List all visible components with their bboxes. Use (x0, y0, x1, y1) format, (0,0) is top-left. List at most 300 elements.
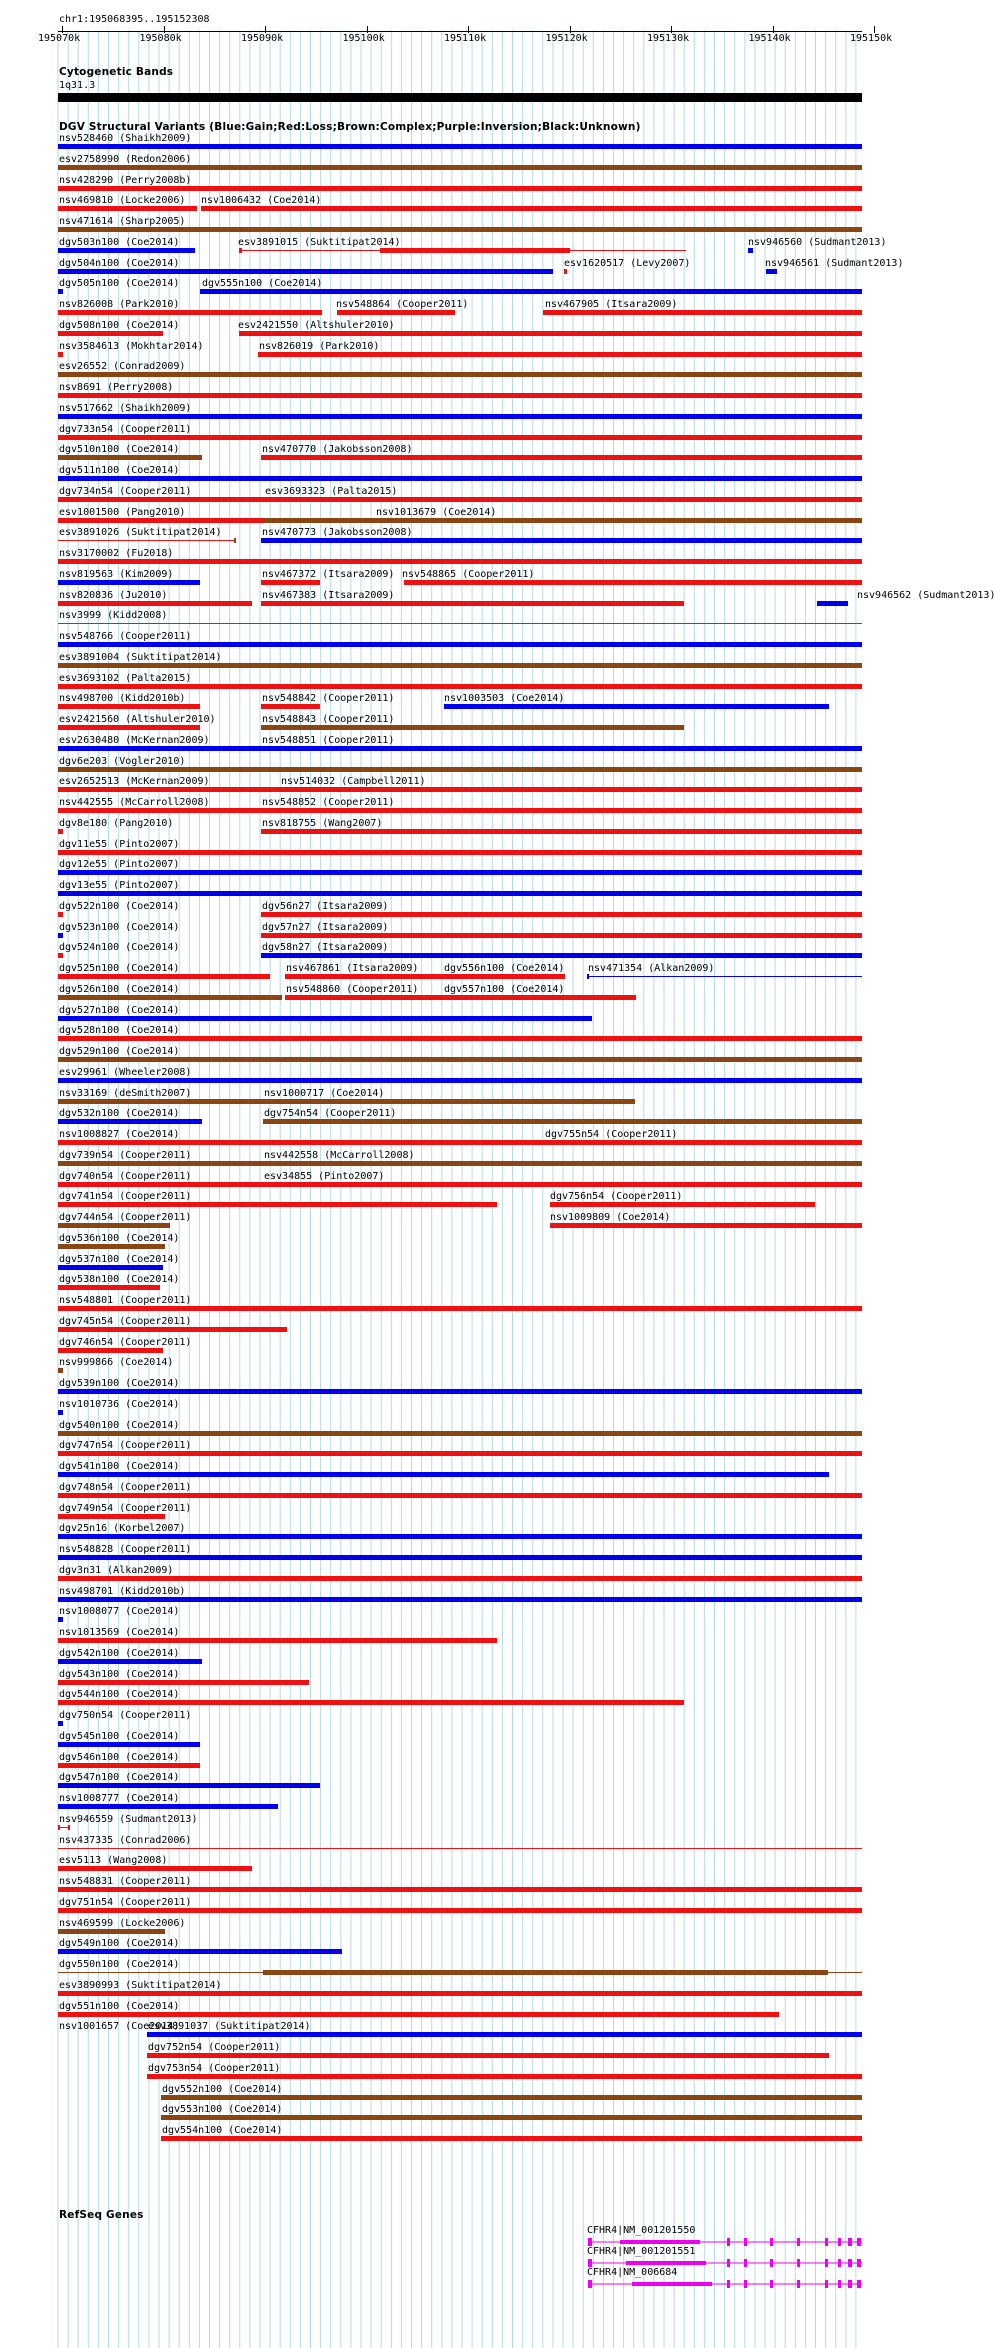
variant-label[interactable]: nsv471614 (Sharp2005) (59, 216, 186, 227)
variant-label[interactable]: nsv442555 (McCarroll2008) (59, 797, 210, 808)
variant-label[interactable]: nsv498700 (Kidd2010b) (59, 693, 186, 705)
variant-bar-complex[interactable] (58, 1929, 165, 1934)
variant-label[interactable]: dgv57n27 (Itsara2009) (262, 921, 389, 933)
variant-label[interactable]: dgv748n54 (Cooper2011) (59, 1481, 192, 1493)
variant-bar-loss[interactable] (58, 1576, 862, 1581)
variant-label[interactable]: dgv56n27 (Itsara2009) (262, 900, 389, 912)
variant-label[interactable]: dgv552n100 (Coe2014) (162, 2083, 283, 2095)
variant-label[interactable]: nsv548828 (Cooper2011) (59, 1544, 192, 1555)
variant-bar-loss[interactable] (58, 1036, 862, 1041)
gene-model[interactable] (0, 2237, 890, 2249)
variant-label[interactable]: nsv548860 (Cooper2011) (286, 983, 419, 995)
ruler-tick (874, 26, 875, 33)
variant-bar-loss[interactable] (261, 912, 862, 917)
variant-label[interactable]: nsv999866 (Coe2014) (59, 1357, 174, 1369)
variant-label[interactable]: dgv58n27 (Itsara2009) (262, 942, 389, 954)
variant-bar-complex[interactable] (58, 455, 202, 460)
variant-label[interactable]: nsv470770 (Jakobsson2008) (262, 444, 413, 456)
variant-bar-loss[interactable] (58, 601, 252, 606)
variant-bar-loss[interactable] (58, 725, 200, 730)
variant-label[interactable]: nsv548851 (Cooper2011) (262, 734, 395, 746)
variant-bar-complex[interactable] (58, 372, 862, 377)
variant-bar-loss[interactable] (58, 435, 862, 440)
variant-label[interactable]: dgv13e55 (Pinto2007) (59, 880, 180, 891)
variant-bar-loss[interactable] (58, 704, 200, 709)
variant-label[interactable]: dgv510n100 (Coe2014) (59, 444, 180, 456)
variant-label[interactable]: esv34855 (Pinto2007) (264, 1170, 385, 1182)
variant-bar-complex[interactable] (263, 1970, 828, 1975)
variant-label[interactable]: nsv946560 (Sudmant2013) (748, 236, 887, 248)
variant-bar-loss[interactable] (58, 850, 862, 855)
variant-bar-gain[interactable] (58, 933, 63, 938)
variant-label[interactable]: dgv508n100 (Coe2014) (59, 319, 180, 331)
gene-model[interactable] (0, 2279, 890, 2291)
variant-bar-loss[interactable] (550, 1223, 862, 1228)
variant-label[interactable]: nsv470773 (Jakobsson2008) (262, 527, 413, 539)
ruler-tick-label: 195110k (444, 33, 487, 44)
variant-bar-loss[interactable] (58, 2012, 779, 2017)
variant-label[interactable]: dgv734n54 (Cooper2011) (59, 485, 192, 497)
variant-bar-loss[interactable] (58, 974, 270, 979)
variant-bar-gain[interactable] (587, 974, 589, 979)
variant-label[interactable]: dgv25n16 (Korbel2007) (59, 1523, 186, 1535)
variant-label[interactable]: nsv820836 (Ju2010) (59, 589, 168, 601)
variant-bar-complex[interactable] (263, 1119, 862, 1124)
gene-exon (857, 2280, 861, 2288)
variant-bar-loss[interactable] (147, 2074, 862, 2079)
variant-bar-complex[interactable] (161, 2115, 862, 2120)
variant-bar-loss[interactable] (58, 1306, 862, 1311)
variant-bar-gain[interactable] (58, 1389, 862, 1394)
variant-bar-gain[interactable] (147, 2032, 862, 2037)
variant-label[interactable]: nsv517662 (Shaikh2009) (59, 402, 192, 414)
variant-bar-loss[interactable] (58, 206, 197, 211)
variant-bar-complex[interactable] (58, 1099, 635, 1104)
gene-exon (838, 2280, 841, 2288)
variant-bar-loss[interactable] (380, 248, 570, 253)
variant-bar-loss[interactable] (444, 974, 565, 979)
variant-label[interactable]: dgv6e203 (Vogler2010) (59, 755, 186, 767)
variant-bar-loss[interactable] (58, 352, 63, 357)
variant-label[interactable]: dgv752n54 (Cooper2011) (148, 2042, 281, 2053)
variant-label[interactable]: dgv555n100 (Coe2014) (202, 278, 323, 290)
variant-bar-loss[interactable] (58, 1182, 862, 1187)
variant-label[interactable]: nsv826019 (Park2010) (259, 340, 380, 352)
variant-bar-complex[interactable] (58, 165, 862, 170)
variant-label[interactable]: esv2758990 (Redon2006) (59, 153, 192, 165)
variant-bar-gain[interactable] (58, 414, 862, 419)
variant-bar-gain[interactable] (58, 1783, 320, 1788)
variant-bar-loss[interactable] (58, 497, 862, 502)
variant-bar-loss[interactable] (285, 995, 452, 1000)
variant-label[interactable]: nsv471354 (Alkan2009) (588, 963, 715, 974)
variant-bar-complex[interactable] (261, 725, 684, 730)
variant-bar-loss[interactable] (58, 1887, 862, 1892)
variant-bar-complex[interactable] (58, 1161, 862, 1166)
variant-label[interactable]: nsv1013569 (Coe2014) (59, 1627, 180, 1638)
variant-bar-complex[interactable] (161, 2095, 862, 2100)
variant-bar-gain[interactable] (748, 248, 753, 253)
variant-bar-complex[interactable] (58, 227, 862, 232)
variant-label[interactable]: dgv744n54 (Cooper2011) (59, 1212, 192, 1223)
variant-bar-loss[interactable] (261, 601, 684, 606)
variant-bar-loss[interactable] (58, 1140, 862, 1145)
variant-label[interactable]: dgv529n100 (Coe2014) (59, 1046, 180, 1057)
variant-label[interactable]: dgv511n100 (Coe2014) (59, 465, 180, 476)
variant-label[interactable]: esv26552 (Conrad2009) (59, 361, 186, 373)
variant-label[interactable]: dgv554n100 (Coe2014) (162, 2125, 283, 2136)
gene-exon (588, 2259, 592, 2267)
variant-bar-complex[interactable] (234, 538, 236, 543)
variant-label[interactable]: nsv3584613 (Mokhtar2014) (59, 340, 204, 352)
gene-label[interactable]: CFHR4|NM_006684 (587, 2267, 678, 2278)
variant-bar-loss[interactable] (58, 912, 63, 917)
variant-bar-complex[interactable] (263, 518, 862, 523)
variant-bar-gain[interactable] (58, 891, 862, 896)
variant-label[interactable]: esv3891037 (Suktitipat2014) (148, 2021, 311, 2033)
variant-bar-loss[interactable] (58, 808, 862, 813)
variant-bar-gain[interactable] (444, 704, 829, 709)
variant-label[interactable]: dgv527n100 (Coe2014) (59, 1004, 180, 1016)
variant-bar-gain[interactable] (58, 870, 862, 875)
variant-bar-gain[interactable] (58, 144, 862, 149)
variant-label[interactable]: dgv524n100 (Coe2014) (59, 942, 180, 954)
variant-bar-loss[interactable] (58, 787, 862, 792)
variant-label[interactable]: dgv540n100 (Coe2014) (59, 1419, 180, 1431)
variant-label[interactable]: dgv740n54 (Cooper2011) (59, 1170, 192, 1182)
variant-bar-complex[interactable] (58, 995, 282, 1000)
variant-label[interactable]: nsv548865 (Cooper2011) (402, 568, 535, 580)
variant-label[interactable]: nsv1003503 (Coe2014) (444, 693, 565, 705)
variant-label[interactable]: dgv505n100 (Coe2014) (59, 278, 180, 290)
variant-label[interactable]: dgv745n54 (Cooper2011) (59, 1315, 192, 1327)
ruler-tick-label: 195070k (38, 33, 81, 44)
gene-utr (620, 2240, 700, 2244)
variant-label[interactable]: nsv548766 (Cooper2011) (59, 631, 192, 642)
variant-bar-loss[interactable] (201, 206, 862, 211)
variant-bar-loss[interactable] (58, 684, 862, 689)
variant-label[interactable]: nsv428290 (Perry2008b) (59, 174, 192, 186)
variant-bar-loss[interactable] (58, 1866, 252, 1871)
variant-label[interactable]: dgv746n54 (Cooper2011) (59, 1336, 192, 1348)
variant-label[interactable]: dgv525n100 (Coe2014) (59, 963, 180, 974)
variant-label[interactable]: nsv1001657 (Coe2014) (59, 2021, 180, 2033)
variant-label[interactable]: nsv8691 (Perry2008) (59, 382, 174, 393)
variant-label[interactable]: nsv469599 (Locke2006) (59, 1917, 186, 1929)
variant-label[interactable]: dgv756n54 (Cooper2011) (550, 1191, 683, 1203)
variant-bar-loss[interactable] (543, 310, 862, 315)
variant-bar-gain[interactable] (58, 642, 862, 647)
variant-bar-loss[interactable] (58, 559, 862, 564)
variant-label[interactable]: nsv498701 (Kidd2010b) (59, 1585, 186, 1597)
variant-bar-gain[interactable] (58, 1617, 63, 1622)
variant-bar-loss[interactable] (58, 186, 862, 191)
variant-label[interactable]: dgv532n100 (Coe2014) (59, 1108, 180, 1120)
variant-label[interactable]: nsv3999 (Kidd2008) (59, 610, 168, 622)
variant-label[interactable]: nsv467905 (Itsara2009) (545, 299, 678, 310)
variant-label[interactable]: dgv503n100 (Coe2014) (59, 236, 180, 248)
variant-label[interactable]: esv2421550 (Altshuler2010) (238, 319, 395, 331)
variant-label[interactable]: dgv523n100 (Coe2014) (59, 921, 180, 933)
variant-label[interactable]: dgv546n100 (Coe2014) (59, 1751, 180, 1763)
gene-model[interactable] (0, 2258, 890, 2270)
variant-bar-loss[interactable] (239, 331, 862, 336)
variant-bar-loss[interactable] (58, 829, 63, 834)
gene-exon (744, 2280, 747, 2288)
variant-bar-gain[interactable] (58, 1472, 829, 1477)
variant-label[interactable]: dgv545n100 (Coe2014) (59, 1730, 180, 1742)
variant-label[interactable]: dgv3n31 (Alkan2009) (59, 1564, 174, 1576)
variant-bar-loss[interactable] (258, 352, 862, 357)
ruler-line (58, 31, 862, 32)
variant-connector[interactable] (58, 540, 236, 541)
variant-label[interactable]: nsv548852 (Cooper2011) (262, 797, 395, 808)
variant-bar-loss[interactable] (68, 1825, 70, 1830)
variant-label[interactable]: dgv753n54 (Cooper2011) (148, 2062, 281, 2074)
ruler-tick-label: 195100k (342, 33, 385, 44)
variant-label[interactable]: dgv528n100 (Coe2014) (59, 1025, 180, 1037)
variant-label[interactable]: nsv818755 (Wang2007) (262, 817, 383, 829)
variant-label[interactable]: nsv1000717 (Coe2014) (264, 1087, 385, 1099)
variant-bar-loss[interactable] (58, 953, 63, 958)
variant-label[interactable]: dgv751n54 (Cooper2011) (59, 1896, 192, 1908)
variant-label[interactable]: nsv1008777 (Coe2014) (59, 1793, 180, 1804)
variant-label[interactable]: esv3891015 (Suktitipat2014) (238, 236, 401, 248)
variant-connector[interactable] (58, 623, 862, 624)
variant-bar-loss[interactable] (147, 2053, 829, 2058)
cytoband-bar[interactable] (58, 93, 862, 102)
variant-label[interactable]: nsv528460 (Shaikh2009) (59, 133, 192, 144)
variant-bar-loss[interactable] (58, 1763, 200, 1768)
gene-exon (727, 2280, 730, 2288)
variant-label[interactable]: nsv33169 (deSmith2007) (59, 1087, 192, 1099)
variant-label[interactable]: esv2421560 (Altshuler2010) (59, 714, 216, 725)
gene-label[interactable]: CFHR4|NM_001201551 (587, 2246, 696, 2257)
variant-label[interactable]: dgv556n100 (Coe2014) (444, 963, 565, 974)
variant-bar-gain[interactable] (58, 1804, 278, 1809)
variant-label[interactable]: esv1620517 (Levy2007) (564, 257, 691, 269)
variant-label[interactable]: nsv437335 (Conrad2006) (59, 1834, 192, 1846)
ruler-tick-label: 195080k (139, 33, 182, 44)
variant-label[interactable]: dgv750n54 (Cooper2011) (59, 1710, 192, 1721)
variant-label[interactable]: dgv536n100 (Coe2014) (59, 1232, 180, 1244)
variant-bar-gain[interactable] (58, 1555, 862, 1560)
variant-connector[interactable] (587, 976, 862, 977)
variant-bar-loss[interactable] (58, 331, 163, 336)
variant-bar-loss[interactable] (239, 248, 242, 253)
variant-bar-complex[interactable] (58, 1223, 170, 1228)
gene-exon (770, 2259, 773, 2267)
variant-bar-complex[interactable] (58, 663, 862, 668)
ruler-tick-label: 195140k (748, 33, 791, 44)
variant-bar-gain[interactable] (58, 1078, 862, 1083)
variant-label[interactable]: esv3693102 (Palta2015) (59, 672, 192, 684)
variant-label[interactable]: dgv539n100 (Coe2014) (59, 1378, 180, 1389)
variant-label[interactable]: nsv548831 (Cooper2011) (59, 1876, 192, 1887)
variant-label[interactable]: esv3890993 (Suktitipat2014) (59, 1979, 222, 1991)
variant-bar-loss[interactable] (58, 1493, 862, 1498)
variant-label[interactable]: dgv547n100 (Coe2014) (59, 1772, 180, 1784)
variant-label[interactable]: nsv467372 (Itsara2009) (262, 568, 395, 580)
variant-bar-loss[interactable] (58, 1348, 163, 1353)
variant-label[interactable]: esv2652513 (McKernan2009) (59, 776, 210, 788)
variant-label[interactable]: dgv549n100 (Coe2014) (59, 1938, 180, 1950)
variant-bar-loss[interactable] (58, 1285, 160, 1290)
variant-label[interactable]: esv1001500 (Pang2010) (59, 506, 186, 518)
variant-label[interactable]: nsv1009809 (Coe2014) (550, 1212, 671, 1223)
variant-bar-complex[interactable] (58, 1368, 63, 1373)
variant-bar-loss[interactable] (285, 974, 460, 979)
variant-bar-loss[interactable] (161, 2136, 862, 2141)
variant-label[interactable]: dgv526n100 (Coe2014) (59, 983, 180, 995)
variant-label[interactable]: nsv946559 (Sudmant2013) (59, 1813, 198, 1825)
variant-bar-gain[interactable] (58, 1949, 342, 1954)
variant-label[interactable]: nsv514032 (Campbell2011) (281, 776, 426, 788)
variant-label[interactable]: nsv442558 (McCarroll2008) (264, 1149, 415, 1161)
variant-bar-loss[interactable] (404, 580, 862, 585)
variant-label[interactable]: dgv544n100 (Coe2014) (59, 1689, 180, 1701)
variant-connector[interactable] (58, 1848, 862, 1849)
variant-bar-loss[interactable] (58, 393, 862, 398)
variant-label[interactable]: dgv755n54 (Cooper2011) (545, 1129, 678, 1140)
variant-bar-gain[interactable] (58, 746, 862, 751)
variant-bar-loss[interactable] (261, 455, 862, 460)
variant-bar-gain[interactable] (58, 1534, 862, 1539)
variant-label[interactable]: nsv1008077 (Coe2014) (59, 1606, 180, 1618)
variant-label[interactable]: dgv733n54 (Cooper2011) (59, 423, 192, 435)
variant-label[interactable]: dgv754n54 (Cooper2011) (264, 1108, 397, 1120)
variant-bar-complex[interactable] (58, 767, 862, 772)
gene-label[interactable]: CFHR4|NM_001201550 (587, 2225, 696, 2236)
variant-label[interactable]: nsv1013679 (Coe2014) (376, 506, 497, 518)
variant-label[interactable]: esv2630480 (McKernan2009) (59, 734, 210, 746)
variant-label[interactable]: nsv1008827 (Coe2014) (59, 1129, 180, 1140)
variant-label[interactable]: dgv741n54 (Cooper2011) (59, 1191, 192, 1203)
variant-bar-gain[interactable] (200, 289, 862, 294)
variant-label[interactable]: dgv538n100 (Coe2014) (59, 1274, 180, 1286)
variant-bar-loss[interactable] (261, 829, 862, 834)
gene-exon (838, 2238, 841, 2246)
variant-label[interactable]: esv3891026 (Suktitipat2014) (59, 527, 222, 539)
variant-label[interactable]: dgv747n54 (Cooper2011) (59, 1440, 192, 1452)
variant-label[interactable]: nsv946562 (Sudmant2013) (857, 589, 995, 601)
variant-label[interactable]: nsv1010736 (Coe2014) (59, 1398, 180, 1410)
gene-exon (727, 2238, 730, 2246)
gene-exon (848, 2280, 852, 2288)
variant-bar-gain[interactable] (261, 538, 862, 543)
variant-label[interactable]: dgv550n100 (Coe2014) (59, 1959, 180, 1970)
variant-label[interactable]: nsv467383 (Itsara2009) (262, 589, 395, 601)
variant-bar-gain[interactable] (58, 476, 862, 481)
variant-label[interactable]: dgv553n100 (Coe2014) (162, 2104, 283, 2116)
variant-label[interactable]: dgv543n100 (Coe2014) (59, 1668, 180, 1680)
variant-bar-loss[interactable] (261, 580, 320, 585)
variant-label[interactable]: dgv542n100 (Coe2014) (59, 1647, 180, 1659)
variant-bar-loss[interactable] (58, 1202, 497, 1207)
variant-bar-gain[interactable] (58, 289, 63, 294)
variant-bar-loss[interactable] (58, 1908, 862, 1913)
variant-label[interactable]: dgv551n100 (Coe2014) (59, 2000, 180, 2012)
variant-label[interactable]: dgv557n100 (Coe2014) (444, 983, 565, 995)
variant-bar-loss[interactable] (58, 310, 322, 315)
variant-label[interactable]: nsv548864 (Cooper2011) (336, 299, 469, 310)
variant-label[interactable]: nsv826008 (Park2010) (59, 299, 180, 310)
variant-bar-loss[interactable] (261, 704, 320, 709)
variant-bar-loss[interactable] (58, 1680, 309, 1685)
ruler-tick-label: 195130k (647, 33, 690, 44)
variant-bar-loss[interactable] (337, 310, 455, 315)
ruler-tick-label: 195090k (241, 33, 284, 44)
cytoband-label: 1q31.3 (59, 80, 96, 91)
variant-label[interactable]: nsv3170002 (Fu2018) (59, 548, 174, 559)
variant-bar-gain[interactable] (58, 1742, 200, 1747)
variant-label[interactable]: nsv467861 (Itsara2009) (286, 963, 419, 974)
variant-bar-gain[interactable] (261, 953, 862, 958)
gene-exon (744, 2238, 747, 2246)
variant-label[interactable]: dgv537n100 (Coe2014) (59, 1253, 180, 1265)
variant-label[interactable]: nsv469810 (Locke2006) (59, 195, 186, 207)
variant-bar-complex[interactable] (58, 1057, 862, 1062)
variant-label[interactable]: esv3693323 (Palta2015) (265, 485, 398, 497)
variant-bar-gain[interactable] (58, 269, 553, 274)
variant-bar-loss[interactable] (58, 1327, 287, 1332)
variant-label[interactable]: nsv548843 (Cooper2011) (262, 714, 395, 725)
gene-exon (727, 2259, 730, 2267)
variant-label[interactable]: esv5113 (Wang2008) (59, 1855, 168, 1867)
variant-bar-gain[interactable] (58, 1016, 592, 1021)
variant-bar-gain[interactable] (58, 1659, 202, 1664)
gene-exon (797, 2238, 800, 2246)
variant-bar-gain[interactable] (58, 580, 200, 585)
variant-bar-loss[interactable] (58, 1700, 684, 1705)
variant-bar-loss[interactable] (444, 995, 636, 1000)
variant-label[interactable]: nsv946561 (Sudmant2013) (765, 257, 904, 269)
variant-label[interactable]: dgv8e180 (Pang2010) (59, 817, 174, 829)
variant-label[interactable]: dgv739n54 (Cooper2011) (59, 1149, 192, 1161)
variant-bar-gain[interactable] (58, 1265, 163, 1270)
variant-bar-loss[interactable] (58, 1991, 862, 1996)
variant-bar-loss[interactable] (58, 1514, 165, 1519)
variant-label[interactable]: dgv11e55 (Pinto2007) (59, 838, 180, 850)
variant-bar-gain[interactable] (58, 248, 195, 253)
variant-bar-gain[interactable] (58, 1119, 202, 1124)
variant-label[interactable]: dgv749n54 (Cooper2011) (59, 1502, 192, 1514)
variant-bar-loss[interactable] (564, 269, 567, 274)
variant-label[interactable]: esv3891004 (Suktitipat2014) (59, 651, 222, 663)
variant-label[interactable]: dgv522n100 (Coe2014) (59, 900, 180, 912)
variant-bar-gain[interactable] (58, 1410, 63, 1415)
variant-label[interactable]: nsv548801 (Cooper2011) (59, 1295, 192, 1306)
variant-bar-loss[interactable] (58, 1638, 497, 1643)
variant-label[interactable]: nsv819563 (Kim2009) (59, 568, 174, 580)
variant-bar-loss[interactable] (261, 933, 862, 938)
variant-bar-gain[interactable] (817, 601, 848, 606)
variant-label[interactable]: dgv12e55 (Pinto2007) (59, 859, 180, 871)
variant-bar-loss[interactable] (550, 1202, 815, 1207)
variant-bar-complex[interactable] (58, 1431, 862, 1436)
variant-bar-gain[interactable] (58, 1597, 862, 1602)
variant-label[interactable]: dgv504n100 (Coe2014) (59, 257, 180, 269)
variant-label[interactable]: esv29961 (Wheeler2008) (59, 1066, 192, 1078)
variant-label[interactable]: nsv1006432 (Coe2014) (201, 195, 322, 207)
variant-label[interactable]: dgv541n100 (Coe2014) (59, 1461, 180, 1472)
variant-bar-gain[interactable] (766, 269, 777, 274)
variant-bar-complex[interactable] (58, 1244, 165, 1249)
variant-bar-loss[interactable] (58, 1825, 60, 1830)
variant-bar-loss[interactable] (58, 1451, 862, 1456)
variant-label[interactable]: nsv548842 (Cooper2011) (262, 693, 395, 705)
variant-bar-gain[interactable] (58, 1721, 63, 1726)
